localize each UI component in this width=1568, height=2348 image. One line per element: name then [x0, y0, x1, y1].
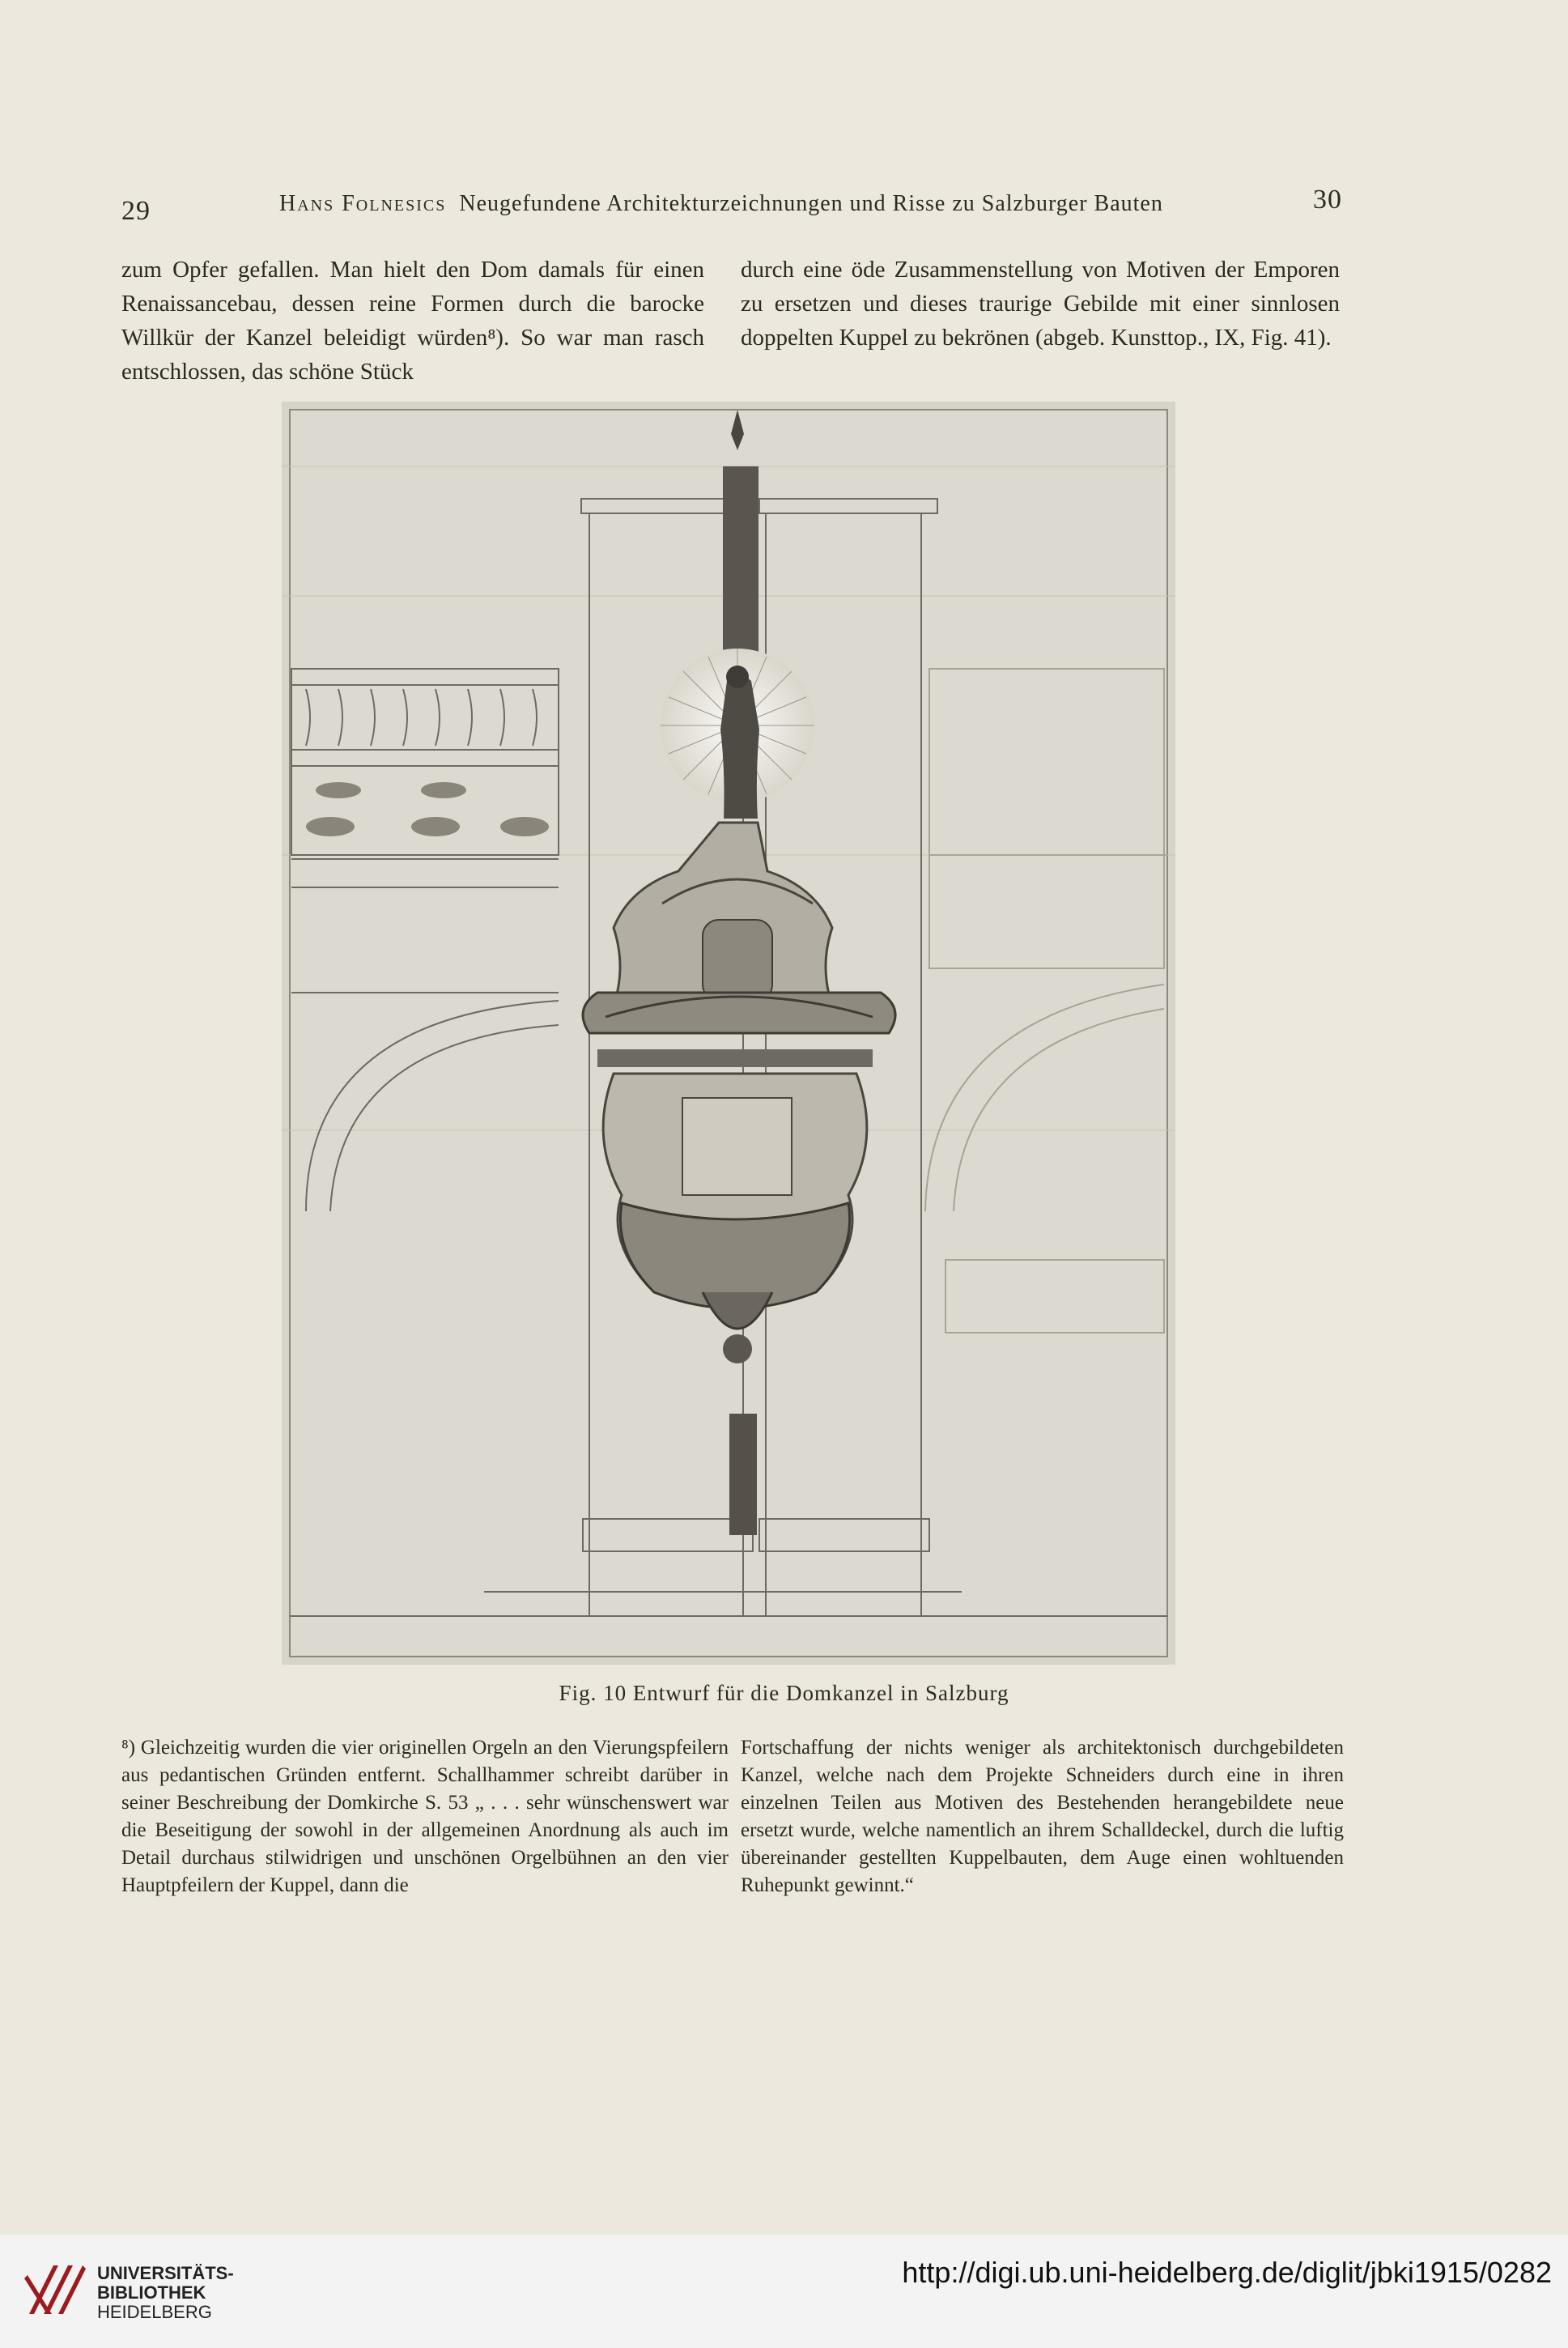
library-line-1: UNIVERSITÄTS- — [97, 2263, 234, 2283]
library-line-2: BIBLIOTHEK — [97, 2282, 206, 2303]
library-footer — [0, 2235, 1568, 2348]
library-name — [97, 2264, 234, 2322]
figure-caption: Fig. 10 Entwurf für die Domkanzel in Salzburg — [559, 1681, 1009, 1705]
library-line-3: HEIDELBERG — [97, 2302, 212, 2322]
university-library-logo — [23, 2257, 87, 2322]
source-url-link[interactable]: http://digi.ub.uni-heidelberg.de/diglit/jbki1915/0282 — [902, 2256, 1552, 2289]
page-number-right: 30 — [1313, 185, 1342, 215]
pulpit-drawing-illustration — [282, 402, 1175, 1665]
header-author: Hans Folnesics — [279, 191, 447, 216]
figure-pulpit-drawing — [282, 402, 1175, 1665]
page-number-left: 29 — [121, 196, 151, 226]
body-column-left — [121, 253, 704, 389]
running-header — [121, 185, 1342, 226]
header-title: Neugefundene Architekturzeichnungen und Risse zu Salzburger Bauten — [459, 191, 1163, 216]
running-title — [279, 191, 1163, 217]
body-paragraph-left: zum Opfer gefallen. Man hielt den Dom damals für einen Renaissancebau, dessen reine Formen durch die barocke Willkür der Kanzel beleidigt würden⁸). So war man rasch entschlossen, das schöne Stück — [121, 257, 704, 385]
footnote-8-right: Fortschaffung der nichts weniger als architektonisch durchgebildeten Kanzel, welche nach dem Projekte Schneiders durch eine in ihren einzelnen Teilen aus Motiven des Bestehenden herangebildete neue ersetzt wurde, welche namentlich an ihrem Schalldeckel, durch die luftig übereinander gestellten Kuppelbauten, dem Auge einen wohltuenden Ruhepunkt gewinnt.“ — [741, 1737, 1344, 1896]
body-column-right — [741, 253, 1340, 355]
body-paragraph-right: durch eine öde Zusammenstellung von Motiven der Emporen zu ersetzen und dieses traurige Gebilde mit einer sinnlosen doppelten Kuppel zu bekrönen (abgeb. Kunsttop., IX, Fig. 41). — [741, 257, 1340, 351]
footnote-8-left: ⁸) Gleichzeitig wurden die vier originellen Orgeln an den Vierungspfeilern aus pedantischen Gründen entfernt. Schallhammer schreibt darüber in seiner Beschreibung der Domkirche S. 53 „ . . . sehr wünschenswert war die Beseitigung der sowohl in der allgemeinen Anordnung als auch im Detail durchaus stilwidrigen und unschönen Orgelbühnen an den vier Hauptpfeilern der Kuppel, dann die — [121, 1737, 729, 1896]
footnote-column-right — [741, 1734, 1344, 1899]
footnote-column-left — [121, 1734, 729, 1899]
